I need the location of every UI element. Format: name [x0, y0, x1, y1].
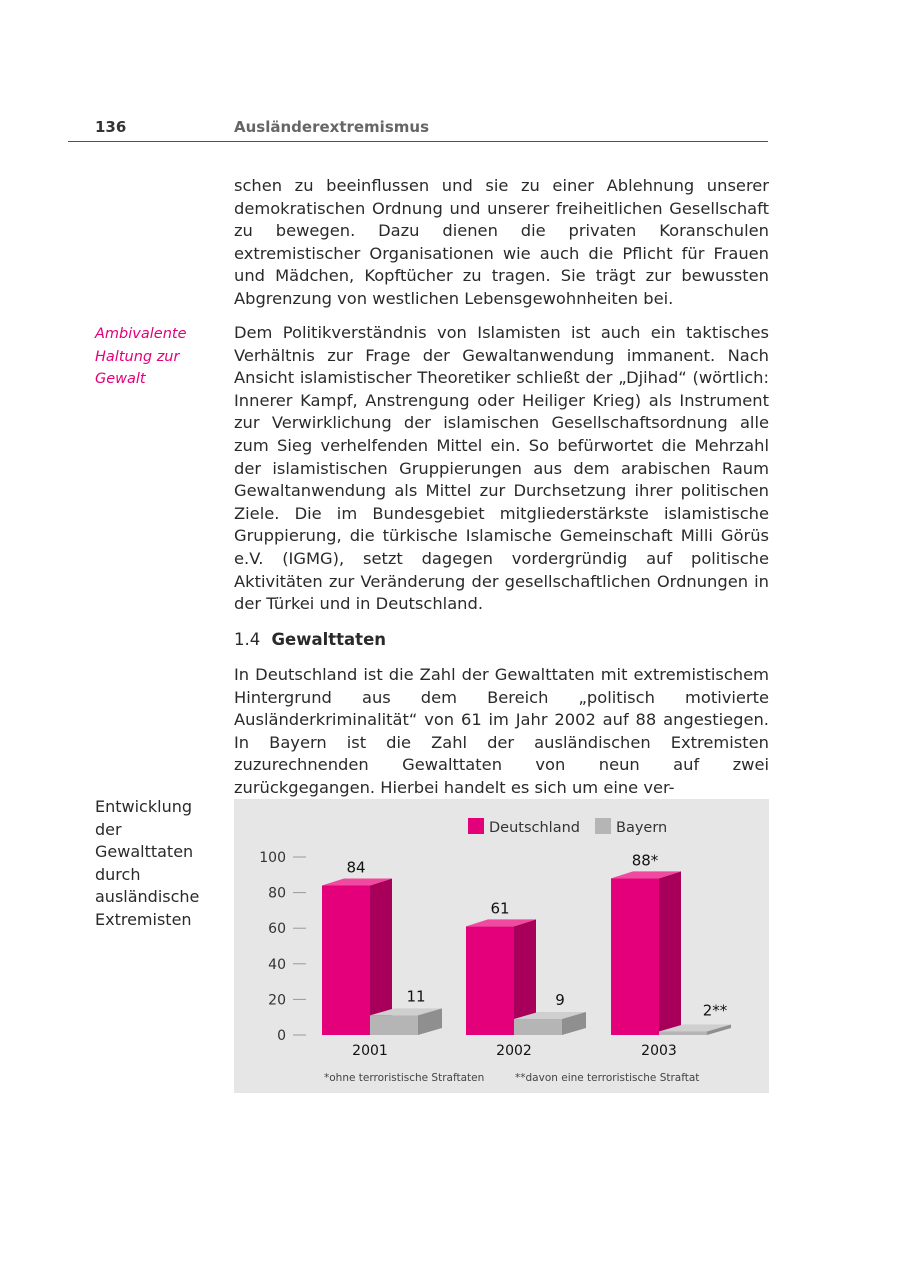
- x-tick-label: 2002: [496, 1043, 532, 1059]
- bar-bayern: [370, 1015, 418, 1035]
- paragraph-1: [234, 175, 769, 311]
- section-heading: [234, 630, 386, 649]
- value-label-bayern: 2**: [702, 1001, 728, 1020]
- y-tick-label: 100: [259, 850, 286, 866]
- y-tick-label: 20: [268, 992, 286, 1009]
- margin-note-violence: Ambivalente Haltung zur Gewalt: [95, 326, 187, 388]
- chart-container: [234, 799, 769, 1093]
- bar-deutschland: [611, 878, 659, 1035]
- value-label-deutschland: 84: [346, 858, 366, 877]
- value-label-deutschland: 88*: [631, 851, 659, 870]
- section-number: 1.4: [234, 630, 261, 649]
- y-tick-label: 0: [277, 1028, 286, 1044]
- footnote-2: **davon eine terroristische Straftat: [515, 1072, 700, 1084]
- y-tick-label: 60: [268, 921, 286, 938]
- section-title: Gewalttaten: [271, 630, 387, 649]
- bar-deutschland: [466, 926, 514, 1035]
- x-tick-label: 2001: [352, 1043, 388, 1059]
- bar-bayern: [514, 1019, 562, 1035]
- x-tick-label: 2003: [641, 1043, 677, 1059]
- bar-deutschland: [322, 885, 370, 1035]
- value-label-bayern: 9: [555, 990, 565, 1009]
- chart-caption: Entwicklung der Gewalttaten durch ausländische Extremisten: [95, 797, 200, 929]
- legend-label: Bayern: [616, 820, 668, 836]
- bar-bayern: [659, 1031, 707, 1035]
- bar-chart: [234, 799, 769, 1093]
- paragraph-2: [234, 322, 769, 616]
- legend-label: Deutschland: [489, 820, 580, 836]
- footnote-1: *ohne terroristische Straftaten: [324, 1072, 485, 1084]
- bar-side: [659, 871, 681, 1035]
- y-tick-label: 40: [268, 956, 286, 973]
- running-title: Ausländerextremismus: [234, 118, 429, 136]
- value-label-deutschland: 61: [490, 899, 510, 918]
- legend-swatch: [468, 818, 484, 834]
- paragraph-text: In Deutschland ist die Zahl der Gewalttaten mit extremistischem Hintergrund aus dem Bereich „politisch motivierte Ausländerkriminalität“ von 61 im Jahr 2002 auf 88 angestiegen. In Bayern ist die Zahl der ausländischen Extremisten zuzurechnenden Gewalttaten von neun auf zwei zurückgegangen. Hierbei handelt es sich um eine ver-: [234, 665, 769, 797]
- paragraph-text: Dem Politikverständnis von Islamisten ist auch ein taktisches Verhältnis zur Frage der Gewaltanwendung immanent. Nach Ansicht islamistischer Theoretiker schließt der „Djihad“ (wörtlich: Innerer Kampf, Anstrengung oder Heiliger Krieg) als Instrument zur Verwirklichung der islamischen Gesellschaftsordnung alle zum Sieg verhelfenden Mittel ein. So befürwortet die Mehrzahl der islamistischen Gruppierungen aus dem arabischen Raum Gewaltanwendung als Mittel zur Durchsetzung ihrer politischen Ziele. Die im Bundesgebiet mitgliederstärkste islamistische Gruppierung, die türkische Islamische Gemeinschaft Milli Görüs e.V. (IGMG), setzt dagegen vordergründig auf politische Aktivitäten zur Veränderung der gesellschaftlichen Ordnungen in der Türkei und in Deutschland.: [234, 323, 769, 614]
- legend-swatch: [595, 818, 611, 834]
- paragraph-3: [234, 664, 769, 800]
- header-rule: [68, 141, 768, 142]
- paragraph-text: schen zu beeinflussen und sie zu einer Ablehnung unserer demokratischen Ordnung und unserer freiheitlichen Gesellschaft zu bewegen. Dazu dienen die privaten Koranschulen extremistischer Organisationen wie auch die Pflicht für Frauen und Mädchen, Kopftücher zu tragen. Sie trägt zur bewussten Abgrenzung von westlichen Lebensgewohnheiten bei.: [234, 176, 769, 308]
- value-label-bayern: 11: [406, 987, 426, 1006]
- y-tick-label: 80: [268, 885, 286, 902]
- page-number: 136: [95, 118, 127, 136]
